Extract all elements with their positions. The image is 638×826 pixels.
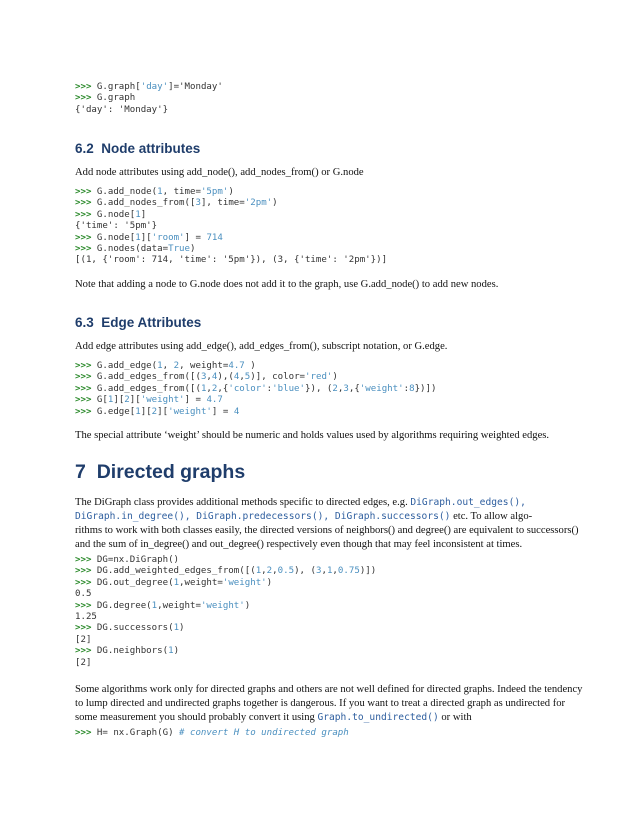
code-token: ] = <box>184 395 207 406</box>
code-token: 1 <box>173 623 180 634</box>
prompt-marker: >>> <box>75 372 97 383</box>
code-token: '5pm' <box>200 187 229 197</box>
paragraph-digraph-intro <box>75 496 579 552</box>
code-token: 'room' <box>151 232 185 243</box>
code-token: ,{ <box>217 383 229 394</box>
code-token: G.node[ <box>96 232 136 243</box>
code-token: G.add_edges_from([( <box>96 372 201 383</box>
prompt-marker: >>> <box>75 209 97 220</box>
code-token: , <box>321 566 327 577</box>
code-line <box>75 210 387 221</box>
code-token: 'color' <box>228 383 267 394</box>
code-token: 3 <box>195 198 201 209</box>
code-line <box>75 646 376 657</box>
code-token: , <box>261 566 267 577</box>
code-block-graph-attributes <box>75 82 223 116</box>
code-token: )], color= <box>250 372 306 383</box>
code-token: , time= <box>162 187 201 197</box>
code-token: 4 <box>233 406 240 417</box>
code-token: 2 <box>173 361 180 371</box>
text-run: or with <box>438 712 472 723</box>
code-token: , <box>337 383 344 394</box>
prompt-marker: >>> <box>75 623 97 634</box>
code-line <box>75 623 376 634</box>
code-token: G.node[ <box>96 209 136 220</box>
prompt-marker: >>> <box>75 93 97 104</box>
code-token: 4.7 <box>206 395 223 406</box>
prompt-marker: >>> <box>75 232 97 243</box>
code-token: , <box>162 361 174 371</box>
code-token: 1 <box>255 566 262 577</box>
code-token: 'weight' <box>140 395 185 406</box>
code-token: 1 <box>326 566 333 577</box>
code-line <box>75 105 223 116</box>
code-line <box>75 555 376 566</box>
code-token: : <box>403 383 410 394</box>
code-token: 2 <box>151 406 158 417</box>
code-token: H= nx.Graph(G) <box>96 728 180 738</box>
code-line <box>75 361 436 372</box>
text-run: Some algorithms work only for directed graphs and others are not well defined for directed graphs. Indeed the tendency <box>75 684 583 695</box>
code-token: 2 <box>124 395 130 406</box>
code-token: : <box>266 383 273 394</box>
code-output: {'time': '5pm'} <box>75 221 158 232</box>
code-line <box>75 728 349 739</box>
prompt-marker: >>> <box>75 728 97 738</box>
code-line <box>75 658 376 669</box>
code-token: 3 <box>315 566 322 577</box>
code-token: 'red' <box>305 372 333 383</box>
code-token: ,weight= <box>179 577 223 588</box>
chapter-title: Directed graphs <box>96 461 246 483</box>
code-token: , <box>206 383 212 394</box>
code-token: }), ( <box>305 383 333 394</box>
prompt-marker: >>> <box>75 566 97 577</box>
paragraph-line <box>75 683 582 697</box>
code-line <box>75 635 376 646</box>
code-token: ,weight= <box>157 600 201 611</box>
section-heading-6-2 <box>75 141 200 156</box>
code-token: , <box>239 372 245 383</box>
code-token: G.graph[ <box>96 82 141 92</box>
text-run: rithms to work with both classes easily, the directed versions of neighbors() and degree() are equivalent to successors() <box>75 525 579 536</box>
code-output: {'day': 'Monday'} <box>75 104 169 115</box>
code-token: DG.neighbors( <box>96 646 169 657</box>
code-line <box>75 566 376 577</box>
code-token: DG=nx.DiGraph() <box>96 555 180 565</box>
code-token: G.add_node( <box>96 187 158 197</box>
code-block-node-attributes <box>75 187 387 267</box>
code-token: '2pm' <box>244 198 273 209</box>
code-line <box>75 578 376 589</box>
paragraph-line <box>75 697 582 711</box>
paragraph-line <box>75 711 582 725</box>
prompt-marker: >>> <box>75 361 97 371</box>
code-line <box>75 93 223 104</box>
code-output: [(1, {'room': 714, 'time': '5pm'}), (3, {'time': '2pm'})] <box>75 255 388 266</box>
code-token: 2 <box>266 566 273 577</box>
code-token: })]) <box>414 383 437 394</box>
code-token: ][ <box>140 406 152 417</box>
code-token: 1 <box>135 209 141 220</box>
text-run: and the sum of in_degree() and out_degree() respectively even though that may feel inconsistent at times. <box>75 539 523 550</box>
code-token: ) <box>190 243 196 254</box>
code-token: 1 <box>107 395 114 406</box>
prompt-marker: >>> <box>75 555 97 565</box>
code-token: 0.5 <box>277 566 295 577</box>
code-token: 'weight' <box>200 600 245 611</box>
code-token: ]='Monday' <box>168 82 223 92</box>
code-token: 4 <box>233 372 240 383</box>
prompt-marker: >>> <box>75 383 97 394</box>
code-token: G.edge[ <box>96 406 136 417</box>
chapter-heading-7 <box>75 461 245 484</box>
code-token: True <box>168 243 190 254</box>
text-run: etc. To allow algo- <box>450 511 533 522</box>
code-token: , <box>272 566 278 577</box>
prompt-marker: >>> <box>75 406 97 417</box>
code-token: ) <box>179 623 185 634</box>
code-token: G.add_nodes_from([ <box>96 198 196 209</box>
note-text: Note that adding a node to G.node does not add it to the graph, use G.add_node() to add new nodes. <box>75 279 499 290</box>
paragraph-line <box>75 538 579 552</box>
code-token: 2 <box>211 383 218 394</box>
note-text: The special attribute ‘weight’ should be numeric and holds values used by algorithms requiring weighted edges. <box>75 430 550 441</box>
prompt-marker: >>> <box>75 198 97 209</box>
code-line <box>75 407 436 418</box>
prompt-marker: >>> <box>75 577 97 588</box>
code-output: 0.5 <box>75 589 92 600</box>
code-token: 'weight' <box>168 406 212 417</box>
code-token: G.add_edges_from([( <box>96 383 201 394</box>
code-token: 5 <box>244 372 251 383</box>
prompt-marker: >>> <box>75 395 97 406</box>
code-line <box>75 233 387 244</box>
paragraph-line <box>75 510 579 524</box>
paragraph-line <box>75 524 579 538</box>
code-token: ), ( <box>294 566 316 577</box>
inline-code: Graph.to_undirected() <box>317 712 439 723</box>
code-line <box>75 372 436 383</box>
section-intro-text: Add node attributes using add_node(), add_nodes_from() or G.node <box>75 167 364 178</box>
code-output: [2] <box>75 657 92 668</box>
code-token: DG.out_degree( <box>96 577 174 588</box>
code-token: 4 <box>211 372 218 383</box>
code-comment: # convert H to undirected graph <box>179 728 349 738</box>
code-token: 2 <box>332 383 338 394</box>
code-line <box>75 612 376 623</box>
code-token: ) <box>332 372 338 383</box>
code-output: [2] <box>75 634 92 645</box>
code-token: 1 <box>135 232 141 243</box>
code-token: ) <box>272 198 278 209</box>
code-token: 'day' <box>140 82 169 92</box>
code-block-digraph <box>75 555 376 669</box>
code-token: DG.degree( <box>96 600 152 611</box>
chapter-number: 7 <box>75 461 86 483</box>
prompt-marker: >>> <box>75 243 97 254</box>
code-token: ] = <box>184 232 207 243</box>
code-token: 3 <box>200 372 207 383</box>
prompt-marker: >>> <box>75 600 97 611</box>
code-block-to-undirected <box>75 728 349 739</box>
code-line <box>75 395 436 406</box>
code-token: 'weight' <box>359 383 404 394</box>
text-run: some measurement you should probably convert it using <box>75 712 318 723</box>
section-heading-6-3 <box>75 315 201 330</box>
prompt-marker: >>> <box>75 646 97 657</box>
code-token: 1 <box>168 646 174 657</box>
code-token: 1 <box>157 361 163 371</box>
code-line <box>75 82 223 93</box>
code-token: 1 <box>135 406 141 417</box>
code-token: ][ <box>157 406 169 417</box>
text-run: The DiGraph class provides additional methods specific to directed edges, e.g. <box>75 497 411 508</box>
code-token: G[ <box>96 395 108 406</box>
code-token: DG.add_weighted_edges_from([( <box>96 566 256 577</box>
code-token: , <box>332 566 338 577</box>
section-title: Edge Attributes <box>101 315 202 330</box>
code-token: G.add_edge( <box>96 361 158 371</box>
code-token: ][ <box>140 232 152 243</box>
code-line <box>75 255 387 266</box>
code-token: ) <box>173 646 180 657</box>
inline-code: DiGraph.in_degree(), DiGraph.predecessors(), DiGraph.successors() <box>75 511 451 522</box>
code-token: 'blue' <box>272 383 306 394</box>
section-intro-text: Add edge attributes using add_edge(), add_edges_from(), subscript notation, or G.edge. <box>75 341 448 352</box>
code-token: ) <box>244 600 251 611</box>
code-token: 3 <box>343 383 349 394</box>
code-line <box>75 384 436 395</box>
code-line <box>75 601 376 612</box>
code-token: , weight= <box>179 361 229 371</box>
text-run: to lump directed and undirected graphs together is dangerous. If you want to treat a directed graph as undirected for <box>75 698 566 709</box>
paragraph-directed-warning <box>75 683 582 725</box>
code-token: 0.75 <box>337 566 360 577</box>
code-token: ),( <box>217 372 234 383</box>
section-number: 6.3 <box>75 315 94 330</box>
code-token: ] = <box>211 406 234 417</box>
section-title: Node attributes <box>101 141 201 156</box>
code-token: 4.7 <box>228 361 245 371</box>
code-token: 714 <box>206 232 223 243</box>
code-token: 'weight' <box>222 577 267 588</box>
code-line <box>75 221 387 232</box>
code-token: ] <box>140 209 147 220</box>
code-line <box>75 589 376 600</box>
code-output: 1.25 <box>75 611 97 622</box>
code-token: ) <box>244 361 256 371</box>
code-token: ) <box>228 187 234 197</box>
code-token: ,{ <box>348 383 360 394</box>
code-token: 1 <box>173 577 180 588</box>
code-token: , <box>206 372 212 383</box>
code-token: ) <box>266 577 273 588</box>
code-token: 1 <box>200 383 207 394</box>
code-token: 8 <box>409 383 415 394</box>
code-token: ][ <box>113 395 125 406</box>
paragraph-line <box>75 496 579 510</box>
code-line <box>75 244 387 255</box>
code-block-edge-attributes <box>75 361 436 418</box>
code-token: )]) <box>359 566 377 577</box>
inline-code: DiGraph.out_edges(), <box>410 497 526 508</box>
prompt-marker: >>> <box>75 187 97 197</box>
code-token: ][ <box>129 395 141 406</box>
code-token: ], time= <box>200 198 245 209</box>
code-token: G.graph <box>96 93 136 104</box>
code-line <box>75 187 387 198</box>
prompt-marker: >>> <box>75 82 97 92</box>
code-token: DG.successors( <box>96 623 174 634</box>
code-token: 1 <box>157 187 163 197</box>
code-token: 1 <box>151 600 158 611</box>
code-token: G.nodes(data= <box>96 243 169 254</box>
section-number: 6.2 <box>75 141 94 156</box>
code-line <box>75 198 387 209</box>
